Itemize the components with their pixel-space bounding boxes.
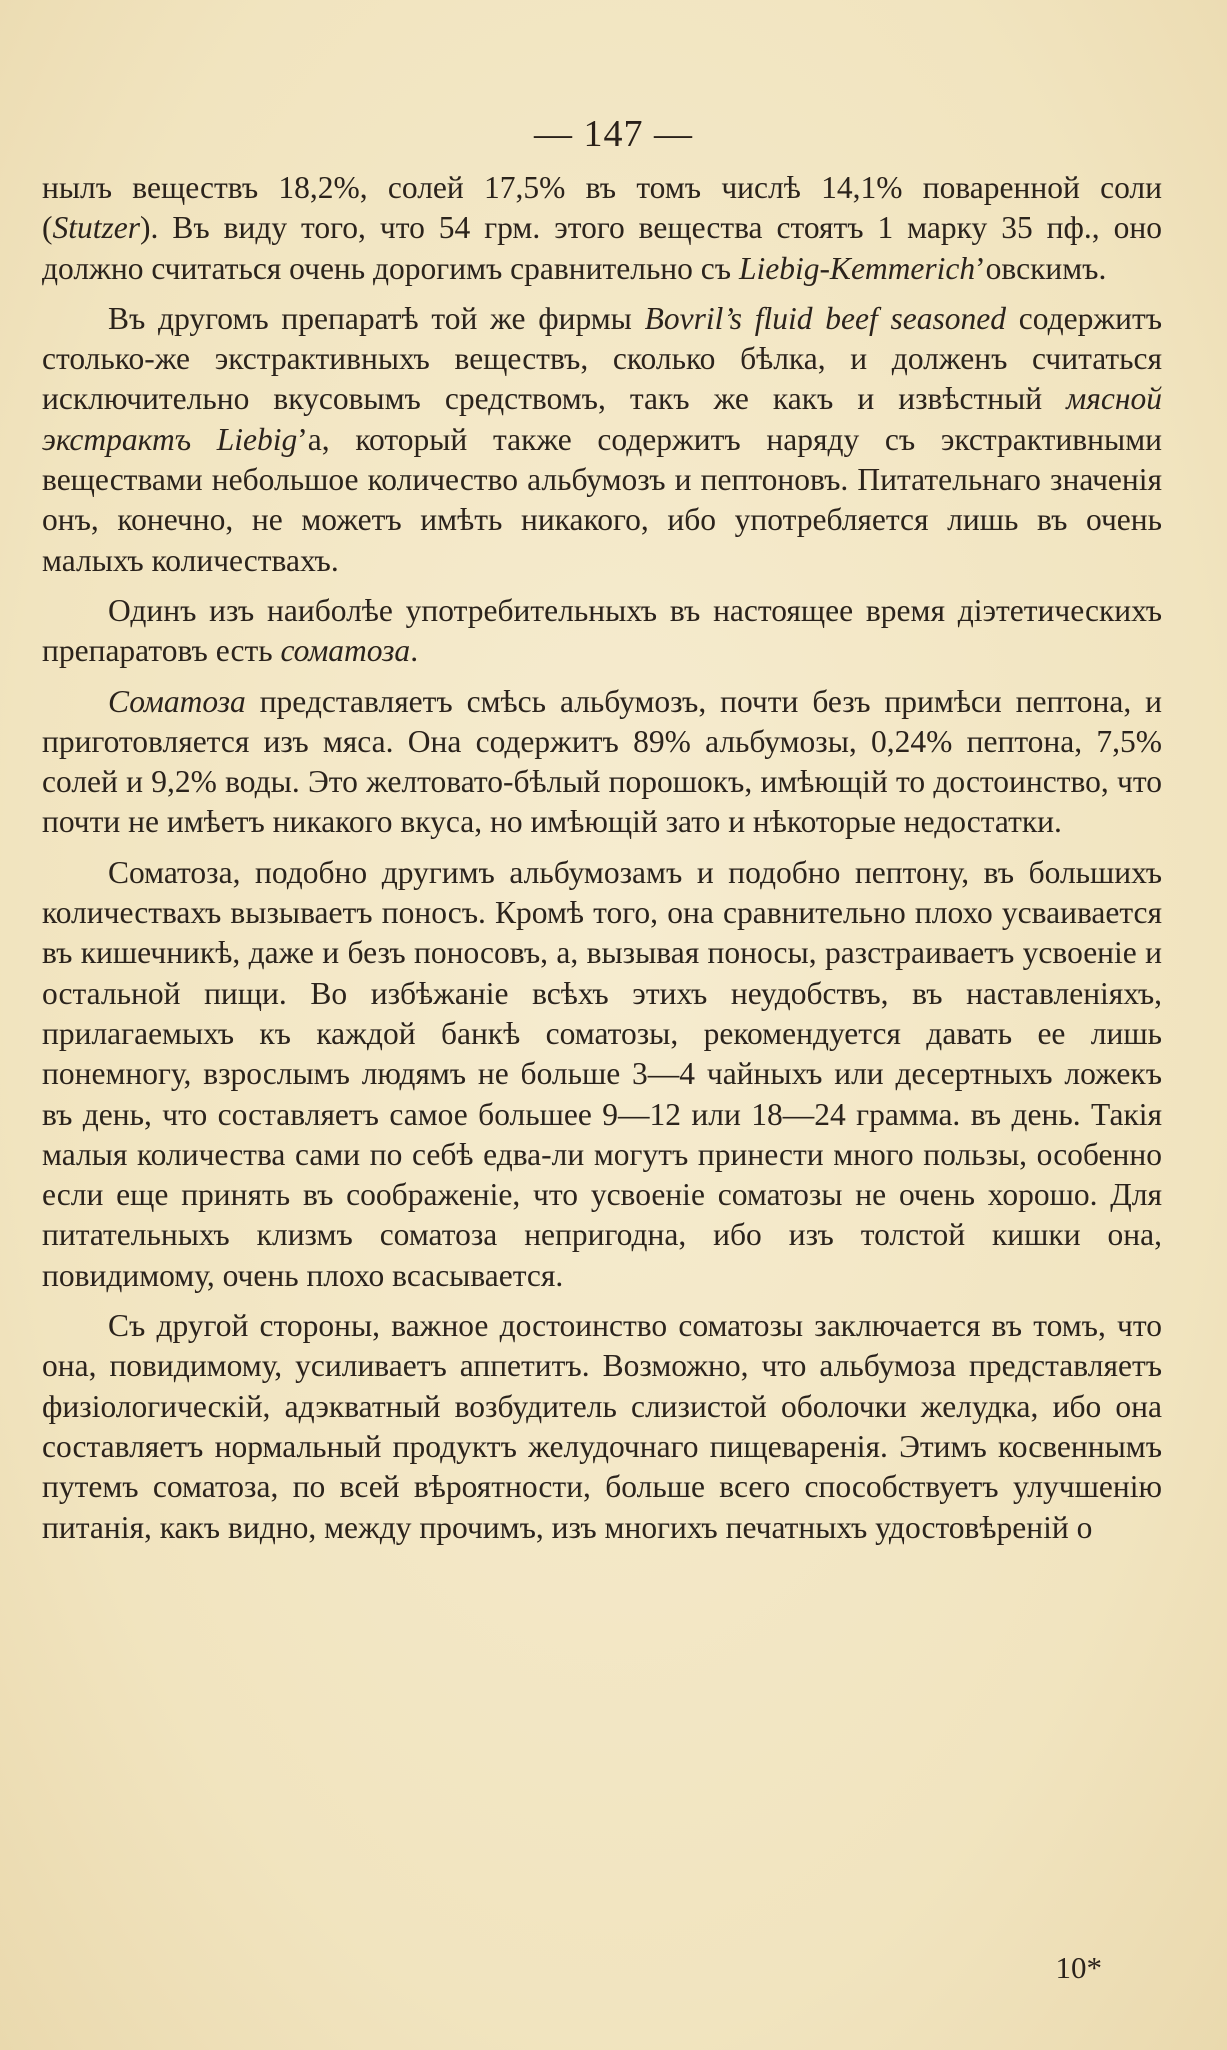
- paragraph-6: Съ другой стороны, важное достоинство соматозы заключается въ томъ, что она, повидимому, усиливаетъ аппетитъ. Возможно, что альбумоза представляетъ физіологическій, адэкватный возбудитель слизистой оболочки желудка, ибо она составляетъ нормальный продуктъ желудочнаго пищеваренія. Этимъ косвеннымъ путемъ соматоза, по всей вѣроятности, больше всего способствуетъ улучшенію питанія, какъ видно, между прочимъ, изъ многихъ печатныхъ удостовѣреній о: [42, 1308, 1162, 1545]
- product-name: Bovril’s fluid beef seasoned: [644, 300, 1006, 336]
- paragraph-1: [42, 168, 1162, 289]
- product-name: Соматоза: [108, 683, 246, 719]
- text-run: .: [410, 633, 419, 669]
- body-text: [42, 168, 1162, 1558]
- text-run: содержитъ столько-же экстрактивныхъ веществъ, сколько бѣлка, и долженъ считаться исключительно вкусовымъ средствомъ, такъ же какъ и извѣстный: [42, 300, 1162, 417]
- text-run: ’а, который также содержитъ наряду съ экстрактивными веществами небольшое количество альбумозъ и пептоновъ. Питательнаго значенія онъ, конечно, не можетъ имѣть никакого, ибо употребляется лишь въ очень малыхъ количествахъ.: [42, 421, 1162, 578]
- text-run: нылъ веществъ 18,2%, солей 17,5% въ томъ числѣ 14,1% поваренной соли (: [42, 170, 1162, 246]
- text-run: представляетъ смѣсь альбумозъ, почти безъ примѣси пептона, и приготовляется изъ мяса. Она содержитъ 89% альбумозы, 0,24% пептона, 7,5% солей и 9,2% воды. Это желтовато-бѣлый порошокъ, имѣющій то достоинство, что почти не имѣетъ никакого вкуса, но имѣющій зато и нѣкоторые недостатки.: [42, 683, 1162, 840]
- signature-mark: 10*: [1055, 1950, 1102, 1985]
- product-name: мясной экстрактъ Liebig: [42, 381, 1162, 457]
- text-run: Въ другомъ препаратѣ той же фирмы: [108, 300, 645, 336]
- product-name: Liebig-Kemmerich: [738, 250, 976, 286]
- page-number: — 147 —: [534, 113, 693, 155]
- text-run: Одинъ изъ наиболѣе употребительныхъ въ настоящее время діэтетическихъ препаратовъ есть: [42, 592, 1162, 669]
- paragraph-5: Соматоза, подобно другимъ альбумозамъ и подобно пептону, въ большихъ количествахъ вызываетъ поносъ. Кромѣ того, она сравнительно плохо усваивается въ кишечникѣ, даже и безъ поносовъ, а, вызывая поносы, разстраиваетъ усвоеніе и остальной пищи. Во избѣжаніе всѣхъ этихъ неудобствъ, въ наставленіяхъ, прилагаемыхъ къ каждой банкѣ соматозы, рекомендуется давать ее лишь понемногу, взрослымъ людямъ не больше 3—4 чайныхъ или десертныхъ ложекъ въ день, что составляетъ самое большее 9—12 или 18—24 грамма. въ день. Такія малыя количества сами по себѣ едва-ли могутъ принести много пользы, особенно если еще принять въ соображеніе, что усвоеніе соматозы не очень хорошо. Для питательныхъ клизмъ соматоза непригодна, ибо изъ толстой кишки она, повидимому, очень плохо всасывается.: [42, 854, 1162, 1293]
- product-name: соматоза: [280, 633, 411, 669]
- author-name: Stutzer: [52, 210, 141, 246]
- text-run: ). Въ виду того, что 54 грм. этого вещества стоятъ 1 марку 35 пф., оно должно считаться очень дорогимъ сравнительно съ: [42, 210, 1162, 286]
- paragraph-4: [42, 682, 1162, 843]
- text-run: ’овскимъ.: [975, 250, 1107, 286]
- paragraph-3: [42, 591, 1162, 672]
- paragraph-2: [42, 299, 1162, 581]
